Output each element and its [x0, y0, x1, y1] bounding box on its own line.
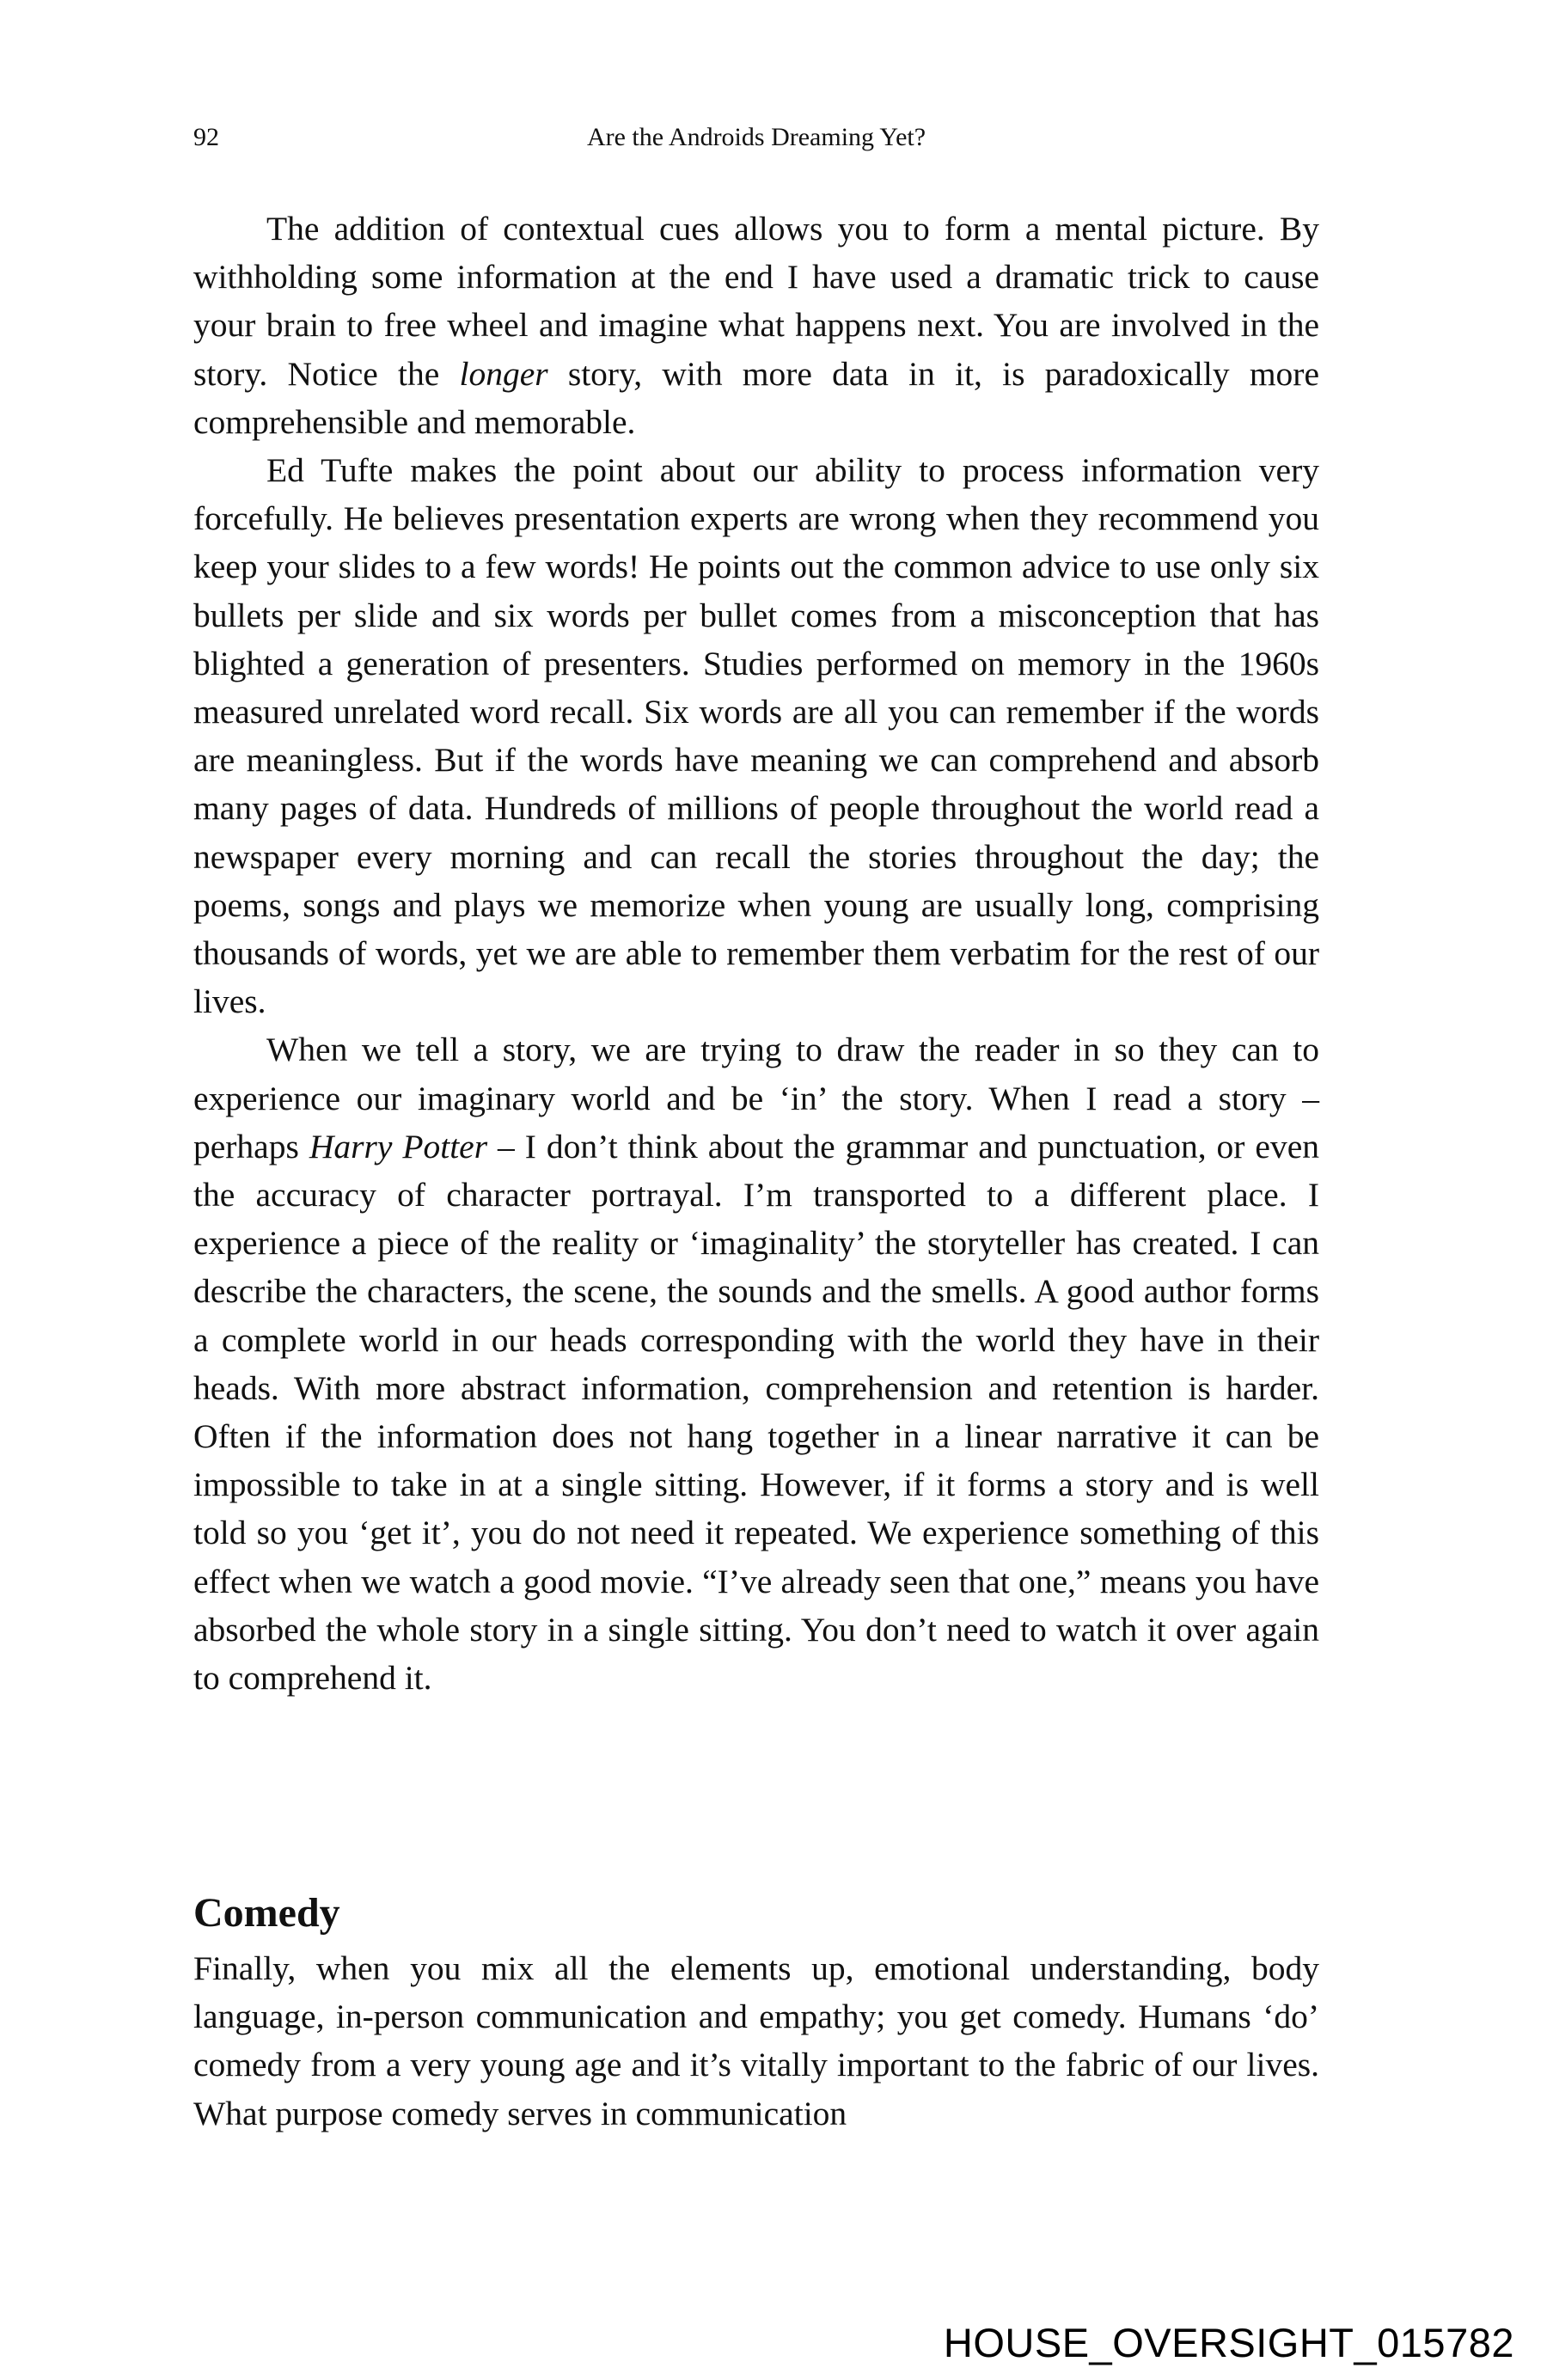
paragraph-text: story, with more data in it, is paradoxically more comprehensible and memorable.: [193, 354, 1319, 441]
paragraph-contextual-cues: [193, 205, 1319, 446]
paragraph-text: When we tell a story, we are trying to draw the reader in so they can to experience our imaginary world and be ‘in’ the story. When I read a story – perhaps: [193, 1031, 1319, 1166]
running-title: Are the Androids Dreaming Yet?: [586, 123, 926, 151]
body-text: [193, 205, 1319, 1702]
page-number: 92: [193, 123, 219, 151]
section-body-comedy: [193, 1944, 1319, 2138]
paragraph-comedy: Finally, when you mix all the elements up, emotional understanding, body language, in-person communication and empathy; you get comedy. Humans ‘do’ comedy from a very young age and it’s vitally important to the fabric of our lives. What purpose comedy serves in communication: [193, 1949, 1319, 2132]
paragraph-text: The addition of contextual cues allows you to form a mental picture. By withholding some information at the end I have used a dramatic trick to cause your brain to free wheel and imagine what happens next. You are involved in the story. Notice the: [193, 210, 1319, 393]
paragraph-text: – I don’t think about the grammar and punctuation, or even the accuracy of character portrayal. I’m transported to a different place. I experience a piece of the reality or ‘imaginality’ the storyteller has created. I can describe the characters, the scene, the sounds and the smells. A good author forms a complete world in our heads corresponding with the world they have in their heads. With more abstract information, comprehension and retention is harder. Often if the information does not hang together in a linear narrative it can be impossible to take in at a single sitting. However, if it forms a story and is well told so you ‘get it’, you do not need it repeated. We experience something of this effect when we watch a good movie. “I’ve already seen that one,” means you have absorbed the whole story in a single sitting. You don’t need to watch it over again to comprehend it.: [193, 1127, 1319, 1698]
section-heading-comedy: Comedy: [193, 1890, 340, 1936]
paragraph-ed-tufte: Ed Tufte makes the point about our ability to process information very forcefully. He believes presentation experts are wrong when they recommend you keep your slides to a few words! He points out the common advice to use only six bullets per slide and six words per bullet comes from a misconception that has blighted a generation of presenters. Studies performed on memory in the 1960s measured unrelated word recall. Six words are all you can remember if the words are meaningless. But if the words have meaning we can comprehend and absorb many pages of data. Hundreds of millions of people throughout the world read a newspaper every morning and can recall the stories throughout the day; the poems, songs and plays we memorize when young are usually long, comprising thousands of words, yet we are able to remember them verbatim for the rest of our lives.: [193, 451, 1319, 1021]
italic-emphasis: longer: [459, 354, 548, 393]
running-header: [193, 120, 1319, 155]
book-title-italic: Harry Potter: [309, 1127, 488, 1166]
bates-number: HOUSE_OVERSIGHT_015782: [943, 2320, 1514, 2365]
paragraph-tell-a-story: [193, 1025, 1319, 1702]
